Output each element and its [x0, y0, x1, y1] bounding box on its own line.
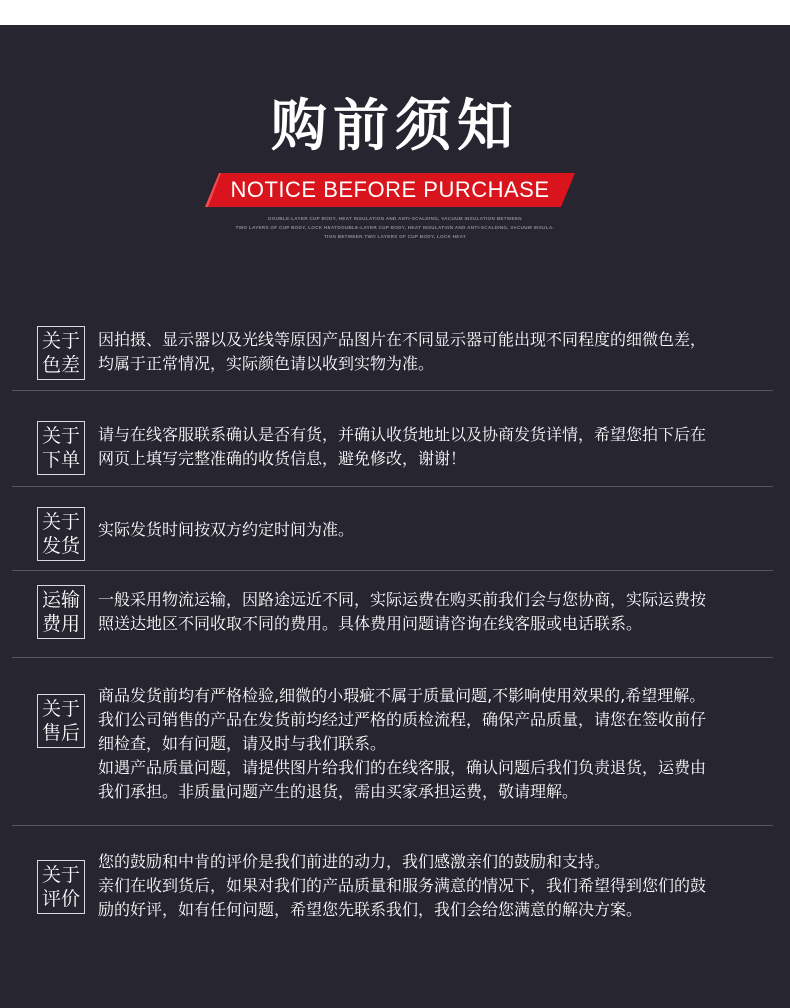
text-line: 如遇产品质量问题，请提供图片给我们的在线客服，确认问题后我们负责退货，运费由	[98, 758, 707, 777]
divider	[12, 570, 773, 571]
label-line: 关于	[41, 698, 80, 720]
section-text-shipping	[98, 518, 758, 542]
subtitle-text: NOTICE BEFORE PURCHASE	[230, 177, 550, 202]
label-line: 关于	[41, 330, 80, 352]
text-line: 我们承担。非质量问题产生的退货，需由买家承担运费，敬请理解。	[98, 782, 579, 801]
section-text-after-sales	[98, 684, 758, 804]
divider	[12, 486, 773, 487]
text-line: 一般采用物流运输，因路途远近不同，实际运费在购买前我们会与您协商，实际运费按	[98, 590, 707, 609]
text-line: 网页上填写完整准确的收货信息，避免修改，谢谢！	[98, 449, 467, 468]
text-line: 均属于正常情况，实际颜色请以收到实物为准。	[98, 354, 435, 373]
text-line: 亲们在收到货后，如果对我们的产品质量和服务满意的情况下，我们希望得到您们的鼓	[98, 876, 707, 895]
subtitle-ribbon	[205, 173, 575, 207]
label-line: 运输	[41, 589, 80, 611]
fine-print	[215, 214, 575, 241]
label-color-difference	[37, 326, 85, 380]
text-line: 请与在线客服联系确认是否有货，并确认收货地址以及协商发货详情，希望您拍下后在	[98, 425, 707, 444]
label-ordering	[37, 421, 85, 475]
label-line: 费用	[41, 613, 80, 635]
label-line: 关于	[41, 864, 80, 886]
label-line: 评价	[41, 888, 80, 910]
section-text-color-difference	[98, 328, 758, 376]
divider	[12, 390, 773, 391]
label-line: 发货	[41, 535, 80, 557]
text-line: 因拍摄、显示器以及光线等原因产品图片在不同显示器可能出现不同程度的细微色差，	[98, 330, 707, 349]
text-line: 我们公司销售的产品在发货前均经过严格的质检流程，确保产品质量，请您在签收前仔	[98, 710, 707, 729]
text-line: 实际发货时间按双方约定时间为准。	[98, 520, 355, 539]
text-line: 您的鼓励和中肯的评价是我们前进的动力，我们感激亲们的鼓励和支持。	[98, 852, 611, 871]
fine-print-line: TWO LAYERS OF CUP BODY, LOCK HEATDOUBLE-LAYER CUP BODY, HEAT INSULATION AND ANTI-SCALDING, VACUUM INSULA-	[235, 225, 555, 230]
section-text-reviews	[98, 850, 758, 922]
label-reviews	[37, 860, 85, 914]
label-line: 下单	[41, 449, 80, 471]
label-shipping	[37, 507, 85, 561]
text-line: 励的好评，如有任何问题，希望您先联系我们，我们会给您满意的解决方案。	[98, 900, 643, 919]
divider	[12, 825, 773, 826]
section-text-freight	[98, 588, 758, 636]
text-line: 商品发货前均有严格检验,细微的小瑕疵不属于质量问题,不影响使用效果的,希望理解。	[98, 686, 706, 705]
label-freight	[37, 585, 85, 639]
label-line: 色差	[41, 354, 80, 376]
label-line: 售后	[41, 722, 80, 744]
page-title: 购前须知	[271, 94, 519, 159]
divider	[12, 657, 773, 658]
label-line: 关于	[41, 511, 80, 533]
text-line: 细检查，如有问题，请及时与我们联系。	[98, 734, 387, 753]
fine-print-line: DOUBLE-LAYER CUP BODY, HEAT INSULATION AND ANTI-SCALDING, VACUUM INSULATION BETWEEN	[268, 216, 522, 221]
label-after-sales	[37, 694, 85, 748]
label-line: 关于	[41, 425, 80, 447]
section-text-ordering	[98, 423, 758, 471]
fine-print-line: TION BETWEEN TWO LAYERS OF CUP BODY, LOCK HEAT	[323, 234, 467, 239]
text-line: 照送达地区不同收取不同的费用。具体费用问题请咨询在线客服或电话联系。	[98, 614, 643, 633]
